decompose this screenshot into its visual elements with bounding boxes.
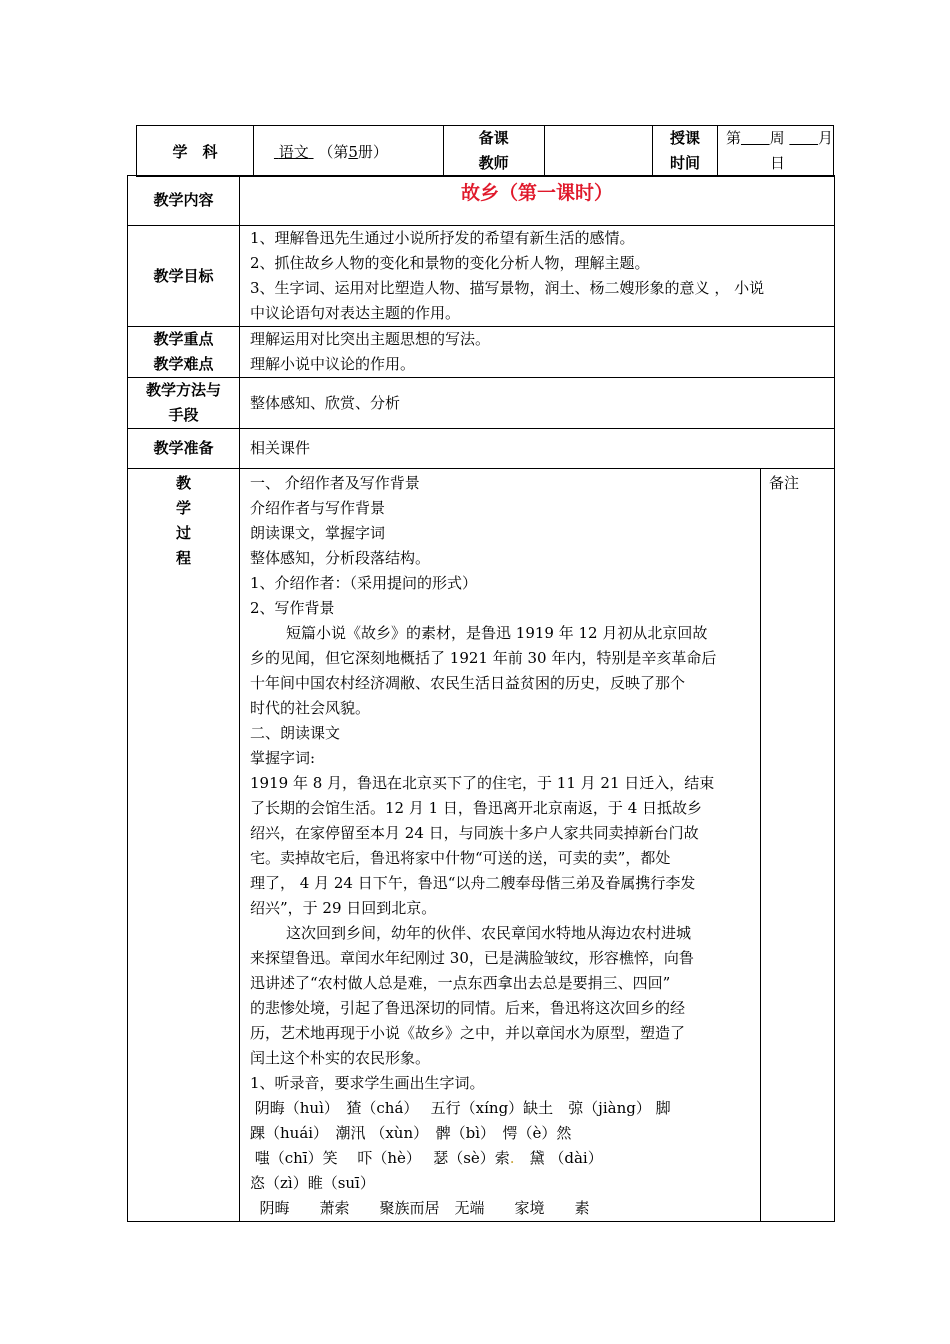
key-points: 理解运用对比突出主题思想的写法。 理解小说中议论的作用。	[240, 327, 835, 378]
vocab-line-3: 嗤（chī）笑 吓（hè） 瑟（sè）索. 黛 （dài）	[250, 1149, 603, 1167]
prep-label: 教学准备	[128, 429, 240, 469]
goals-list: 1、理解鲁迅先生通过小说所抒发的希望有新生活的感情。 2、抓住故乡人物的变化和景物的变化分析人物，理解主题。 3、生字词、运用对比塑造人物、描写景物，润土、杨二嫂形象的意义 ， 小说 中议论语句对表达主题的作用。	[240, 226, 835, 327]
teacher-value	[544, 126, 652, 177]
lesson-table	[127, 175, 835, 1222]
teacher-label: 备课 教师	[443, 126, 544, 177]
subject-value: 语文 （第5册）	[253, 126, 443, 177]
date-cell: 第 周 月 日	[717, 126, 833, 177]
notes-column: 备注	[761, 469, 835, 1222]
time-label: 授课 时间	[653, 126, 718, 177]
prep-text: 相关课件	[240, 429, 835, 469]
subject-name: 语文	[278, 142, 309, 161]
process-label: 教 学 过 程	[128, 469, 240, 1222]
content-label: 教学内容	[128, 176, 240, 226]
lesson-title: 故乡（第一课时）	[240, 176, 835, 226]
goals-label: 教学目标	[128, 226, 240, 327]
method-label: 教学方法与 手段	[128, 378, 240, 429]
key-label: 教学重点 教学难点	[128, 327, 240, 378]
process-content: 一、 介绍作者及写作背景 介绍作者与写作背景 朗读课文，掌握字词 整体感知，分析段落结构。 1、介绍作者：（采用提问的形式） 2、写作背景 短篇小说《故乡》的素材，是鲁迅 1919 年 12 月初从北京回故 乡的见闻，但它深刻地概括了 1921 年前 30 年内，特别是辛亥革命后 十年间中国农村经济凋敝、农民生活日益贫困的历史，反映了那个 时代的社会风貌。 二、朗读课文 掌握字词: 1919 年 8 月，鲁迅在北京买下了的住宅，于 11 月 21 日迁入，结束 了长期的会馆生活。12 月 1 日，鲁迅离开北京南返，于 4 日抵故乡 绍兴，在家停留至本月 24 日，与同族十多户人家共同卖掉新台门故 宅。卖掉故宅后，鲁迅将家中什物“可送的送，可卖的卖”，都处 理了， 4 月 24 日下午，鲁迅“以舟二艘奉母偕三弟及眷属携行李发 绍兴”，于 29 日回到北京。 这次回到乡间，幼年的伙伴、农民章闰水特地从海边农村进城 来探望鲁迅。章闰水年纪刚过 30，已是满脸皱纹，形容樵悴，向鲁 迅讲述了“农村做人总是难，一点东西拿出去总是要捐三、四回” 的悲惨处境，引起了鲁迅深切的同情。后来，鲁迅将这次回乡的经 历，艺术地再现于小说《故乡》之中，并以章闰水为原型，塑造了 闰土这个朴实的农民形象。 1、听录音，要求学生画出生字词。 阴晦（huì） 猹（chá） 五行（xíng）缺土 弶（jiàng） 脚 踝（huái） 潮汛 （xùn） 髀（bì） 愕（è）然 嗤（chī）笑 吓（hè） 瑟（sè）索. 黛 （dài） 恣（zì）睢（suī） 阴晦 萧索 聚族而居 无端 家境 素	[240, 469, 761, 1222]
header-table	[136, 125, 834, 177]
subject-label: 学 科	[137, 126, 254, 177]
method-text: 整体感知、欣赏、分析	[240, 378, 835, 429]
